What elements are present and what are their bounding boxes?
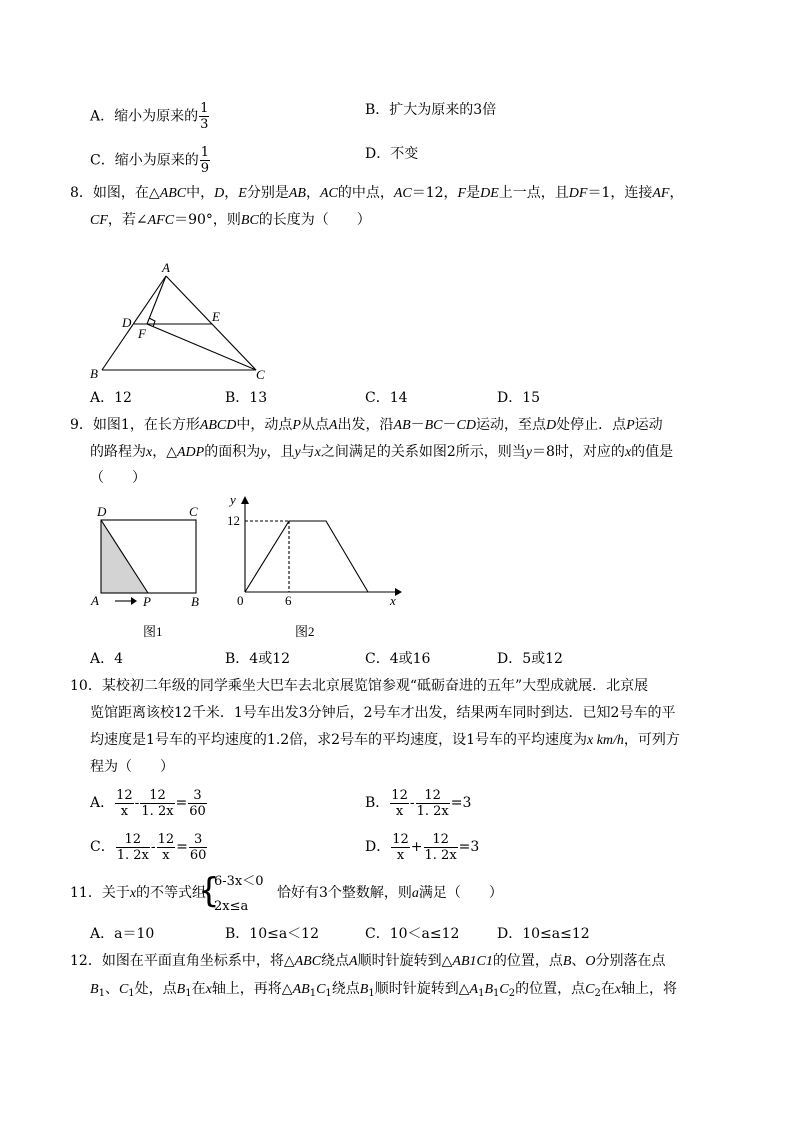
label-a: A xyxy=(162,260,170,275)
q7-option-c: C．缩小为原来的 $\frac{1}{9}$ xyxy=(90,145,209,176)
brace-icon: { xyxy=(198,871,220,911)
q10-option-a: A． $\frac{12}{x}$ - $\frac{12}{1. 2x}$ = $\frac{3}{60}$ xyxy=(90,787,206,819)
q11-option-a: A．a＝10 xyxy=(90,926,155,942)
q9-line2: 的路程为x，△ADP的面积为y，且y与x之间满足的关系如图2所示，则当y＝8时，对应的x的值是 xyxy=(90,444,674,460)
q9-option-a: A．4 xyxy=(90,651,124,667)
q10-line4: 程为（ ） xyxy=(90,759,174,775)
q11-lead: 11．关于x的不等式组 xyxy=(70,885,207,901)
q7-option-d: D．不变 xyxy=(365,146,419,162)
x-arrow xyxy=(395,588,402,596)
line-ac xyxy=(166,276,256,370)
arrow-head xyxy=(131,597,137,605)
q7-option-a: A．缩小为原来的 $\frac{1}{3}$ xyxy=(90,101,209,132)
q11-option-d: D．10≤a≤12 xyxy=(497,926,590,942)
q8-option-d: D．15 xyxy=(497,390,541,406)
graph-line xyxy=(245,521,368,592)
q8-option-b: B．13 xyxy=(225,390,268,406)
q9-option-c: C．4或16 xyxy=(365,651,431,667)
q10-option-d: D． $\frac{12}{x}$ + $\frac{12}{1. 2x}$ =3 xyxy=(365,831,480,863)
q8-option-c: C．14 xyxy=(365,390,408,406)
q10-line3: 均速度是1号车的平均速度的1.2倍，求2号车的平均速度，设1号车的平均速度为x km/h，可列方 xyxy=(90,732,680,748)
label-d: D xyxy=(122,315,132,330)
label-d: D xyxy=(97,504,107,519)
origin-label: 0 xyxy=(237,593,244,608)
figure2-caption: 图2 xyxy=(295,624,315,639)
label-e: E xyxy=(212,309,220,324)
label-c: C xyxy=(189,504,198,519)
q7-option-b: B．扩大为原来的3倍 xyxy=(365,102,497,118)
line-ab xyxy=(102,276,166,370)
q8-line2: CF，若∠AFC＝90°，则BC的长度为（ ） xyxy=(90,212,371,228)
q8-figure xyxy=(80,258,280,386)
label-c: C xyxy=(256,367,265,382)
q9-line3: （ ） xyxy=(90,470,146,486)
x-label: x xyxy=(390,593,396,608)
q10-line2: 览馆距离该校12千米．1号车出发3分钟后，2号车才出发，结果两车同时到达．已知2号车的平 xyxy=(90,705,676,721)
ineq-2: 2x≤a xyxy=(214,899,249,914)
label-b: B xyxy=(191,594,199,609)
q11-option-b: B．10≤a＜12 xyxy=(225,926,319,942)
q12-line2: $B_1$、$C_1$处，点$B_1$在x轴上，再将$\triangle AB_1C_1$绕点$B_1$顺时针旋转到$\triangle A_1B_1C_2$的位置，点$C_2$在x轴上，将 xyxy=(90,981,678,999)
fraction: $\frac{1}{9}$ xyxy=(200,145,209,176)
figure1-caption: 图1 xyxy=(143,624,163,639)
q9-option-d: D．5或12 xyxy=(497,651,563,667)
y-arrow xyxy=(241,496,249,504)
q12-line1: 12．如图在平面直角坐标系中，将△ABC绕点A顺时针旋转到△AB1C1的位置，点B、O分别落在点 xyxy=(70,953,666,969)
label-f: F xyxy=(138,326,146,341)
tick-12: 12 xyxy=(227,513,240,528)
y-label: y xyxy=(230,492,236,507)
q10-option-b: B． $\frac{12}{x}$ - $\frac{12}{1. 2x}$ =3 xyxy=(365,787,472,819)
q10-option-c: C． $\frac{12}{1. 2x}$ - $\frac{12}{x}$ = $\frac{3}{60}$ xyxy=(90,831,207,863)
q9-option-b: B．4或12 xyxy=(225,651,291,667)
tick-6: 6 xyxy=(285,593,292,608)
q9-figure1 xyxy=(85,500,215,650)
q8-option-a: A．12 xyxy=(90,390,132,406)
label-a: A xyxy=(91,593,99,608)
q9-figure2-graph xyxy=(225,492,410,650)
q8-line1: 8．如图，在△ABC中，D，E分别是AB，AC的中点，AC＝12，F是DE上一点，且DF＝1，连接AF， xyxy=(70,185,684,201)
label-p: P xyxy=(143,594,151,609)
q10-line1: 10．某校初二年级的同学乘坐大巴车去北京展览馆参观“砥砺奋进的五年”大型成就展．北京展 xyxy=(70,678,649,694)
fraction: $\frac{1}{3}$ xyxy=(200,101,209,132)
q11-option-c: C．10＜a≤12 xyxy=(365,926,460,942)
ineq-1: 6-3x＜0 xyxy=(214,874,264,889)
q9-line1: 9．如图1，在长方形ABCD中，动点P从点A出发，沿AB－BC－CD运动，至点D处停止．点P运动 xyxy=(70,417,663,433)
line-cf xyxy=(147,324,256,370)
label-b: B xyxy=(90,366,98,381)
q11-tail: 恰好有3个整数解，则a满足（ ） xyxy=(277,885,503,901)
